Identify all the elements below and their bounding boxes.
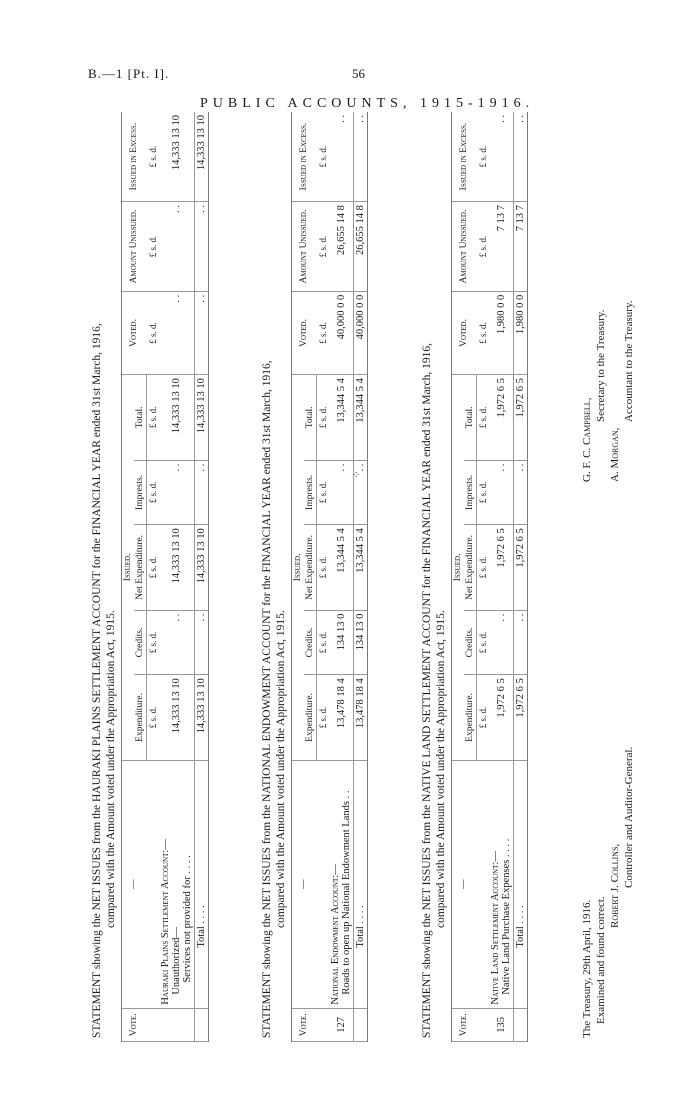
- units-cell: £ s. d.: [317, 525, 330, 610]
- imprests-value: . .: [489, 460, 514, 525]
- total-value: 14,333 13 10: [159, 375, 195, 460]
- issued-in-excess-total: 14,333 13 10: [195, 112, 209, 202]
- net-expenditure-total: 14,333 13 10: [195, 525, 209, 610]
- expenditure-value: 13,478 18 4: [329, 675, 354, 760]
- imprests-total: . .: [195, 460, 209, 525]
- total-total: 14,333 13 10: [195, 375, 209, 460]
- examined-note: Examined and found correct.: [595, 896, 607, 1024]
- issued-in-excess-value: 14,333 13 10: [159, 112, 195, 202]
- voted-total: . .: [195, 291, 209, 374]
- col-total: Total.: [134, 375, 147, 460]
- units-cell: £ s. d.: [317, 675, 330, 760]
- col-expenditure: Expenditure.: [134, 675, 147, 760]
- units-cell: £ s. d.: [317, 375, 330, 460]
- statement-table: [121, 112, 209, 1042]
- statement-native-land: [420, 112, 528, 1042]
- col-issued: Issued.: [452, 375, 465, 761]
- account-heading: Hauraki Plains Settlement Account:—: [160, 839, 171, 1005]
- description-line: Services not provided for . . . .: [182, 855, 193, 983]
- credits-value: . .: [159, 610, 195, 675]
- net-expenditure-total: 13,344 5 4: [354, 525, 368, 610]
- voted-value: 1,980 0 0: [489, 291, 514, 374]
- units-cell: £ s. d.: [147, 112, 160, 202]
- statement-table: [291, 112, 368, 1042]
- total-value: 13,344 5 4: [329, 375, 354, 460]
- statement-title: [90, 112, 118, 1038]
- voted-value: . .: [159, 291, 195, 374]
- auditor-title: Controller and Auditor-General.: [623, 746, 635, 888]
- secretary-title: Secretary to the Treasury.: [595, 309, 607, 422]
- total-total: 13,344 5 4: [354, 375, 368, 460]
- statement-subtitle: compared with the Amount voted under the Appropriation Act, 1915.: [275, 610, 287, 928]
- statement-title-text: STATEMENT showing the NET ISSUES from the HAURAKI PLAINS SETTLEMENT ACCOUNT for the FINANCIAL YEAR ended 31st March, 1916,: [91, 323, 103, 1038]
- amount-unissued-total: . .: [195, 202, 209, 292]
- units-cell: £ s. d.: [317, 202, 330, 292]
- col-issued-in-excess: Issued in Excess.: [452, 112, 477, 202]
- units-cell: £ s. d.: [147, 291, 160, 374]
- description-line: Roads to open up National Endowment Lands . .: [341, 790, 352, 995]
- amount-unissued-value: . .: [159, 202, 195, 292]
- units-cell: £ s. d.: [477, 291, 490, 374]
- col-issued: Issued.: [292, 375, 305, 761]
- statement-subtitle: compared with the Amount voted under the Appropriation Act, 1915.: [435, 610, 447, 928]
- units-cell: £ s. d.: [317, 610, 330, 675]
- secretary-name: G. F. C. Campbell,: [581, 397, 593, 482]
- voted-total: 40,000 0 0: [354, 291, 368, 374]
- col-voted: Voted.: [292, 291, 317, 374]
- footer-left: [580, 747, 636, 1038]
- account-heading: Native Land Settlement Account:—: [490, 851, 501, 1005]
- amount-unissued-total: 7 13 7: [514, 202, 528, 292]
- col-expenditure: Expenditure.: [464, 675, 477, 760]
- units-cell: £ s. d.: [477, 675, 490, 760]
- col-imprests: Imprests.: [134, 460, 147, 525]
- statement-national-endowment: [260, 112, 368, 1042]
- net-expenditure-total: 1,972 6 5: [514, 525, 528, 610]
- units-cell: £ s. d.: [477, 525, 490, 610]
- total-label: Total . . . .: [514, 760, 528, 1008]
- col-issued: Issued.: [122, 375, 135, 761]
- col-issued-in-excess: Issued in Excess.: [122, 112, 147, 202]
- col-net-expenditure: Net Expenditure.: [464, 525, 477, 610]
- col-credits: Credits.: [134, 610, 147, 675]
- total-label: Total . . . .: [354, 760, 368, 1008]
- units-row: [477, 112, 490, 1042]
- credits-value: 134 13 0: [329, 610, 354, 675]
- statement-subtitle: compared with the Amount voted under the Appropriation Act, 1915.: [105, 610, 117, 928]
- units-cell: £ s. d.: [477, 610, 490, 675]
- description-line: Native Land Purchase Expenses . . . .: [501, 838, 512, 995]
- total-row: [195, 112, 209, 1042]
- imprests-total: . .: [514, 460, 528, 525]
- units-cell: £ s. d.: [147, 460, 160, 525]
- col-expenditure: Expenditure.: [304, 675, 317, 760]
- credits-total: . .: [514, 610, 528, 675]
- units-row: [147, 112, 160, 1042]
- col-vote: Vote.: [292, 1008, 317, 1041]
- col-amount-unissued: Amount Unissued.: [452, 202, 477, 292]
- expenditure-value: 1,972 6 5: [489, 675, 514, 760]
- row-description: [159, 760, 195, 1008]
- issued-in-excess-total: . .: [354, 112, 368, 202]
- col-description: —: [292, 760, 317, 1008]
- imprests-value: . .: [159, 460, 195, 525]
- total-value: 1,972 6 5: [489, 375, 514, 460]
- net-expenditure-value: 13,344 5 4: [329, 525, 354, 610]
- vote-number: [159, 1008, 195, 1041]
- vote-number: 127: [329, 1008, 354, 1041]
- running-title: PUBLIC ACCOUNTS, 1915-1916.: [200, 96, 535, 111]
- col-total: Total.: [304, 375, 317, 460]
- units-cell: £ s. d.: [147, 525, 160, 610]
- col-voted: Voted.: [452, 291, 477, 374]
- col-vote: Vote.: [452, 1008, 477, 1041]
- amount-unissued-value: 26,655 14 8: [329, 202, 354, 292]
- imprests-value: . .: [329, 460, 354, 525]
- ink-mark: ⁘: [352, 470, 361, 481]
- statement-title: [420, 112, 448, 1038]
- units-cell: £ s. d.: [477, 112, 490, 202]
- expenditure-value: 14,333 13 10: [159, 675, 195, 760]
- page-reference: B.—1 [Pt. I].: [88, 66, 170, 81]
- col-issued-in-excess: Issued in Excess.: [292, 112, 317, 202]
- units-cell: £ s. d.: [147, 375, 160, 460]
- issued-in-excess-total: . .: [514, 112, 528, 202]
- account-heading: National Endowment Account:—: [330, 864, 341, 1005]
- col-net-expenditure: Net Expenditure.: [304, 525, 317, 610]
- col-amount-unissued: Amount Unissued.: [292, 202, 317, 292]
- total-total: 1,972 6 5: [514, 375, 528, 460]
- total-label: Total . . . .: [195, 760, 209, 1008]
- units-cell: £ s. d.: [477, 375, 490, 460]
- col-net-expenditure: Net Expenditure.: [134, 525, 147, 610]
- total-row: [354, 112, 368, 1042]
- vote-number: 135: [489, 1008, 514, 1041]
- units-cell: £ s. d.: [317, 112, 330, 202]
- units-row: [317, 112, 330, 1042]
- units-cell: £ s. d.: [317, 291, 330, 374]
- voted-total: 1,980 0 0: [514, 291, 528, 374]
- rotated-statements-page: [90, 112, 670, 1042]
- voted-value: 40,000 0 0: [329, 291, 354, 374]
- footer-right: [580, 301, 636, 483]
- units-cell: £ s. d.: [477, 460, 490, 525]
- page-number: 56: [352, 66, 365, 81]
- col-total: Total.: [464, 375, 477, 460]
- imprests-total: . .: [354, 460, 368, 525]
- col-amount-unissued: Amount Unissued.: [122, 202, 147, 292]
- credits-value: . .: [489, 610, 514, 675]
- issued-in-excess-value: . .: [489, 112, 514, 202]
- col-credits: Credits.: [304, 610, 317, 675]
- amount-unissued-total: 26,655 14 8: [354, 202, 368, 292]
- table-row: [489, 112, 514, 1042]
- statement-title-text: STATEMENT showing the NET ISSUES from the NATIONAL ENDOWMENT ACCOUNT for the FINANCIAL YEAR ended 31st March, 1916,: [261, 360, 273, 1038]
- expenditure-total: 14,333 13 10: [195, 675, 209, 760]
- description-line: Unauthorized—: [171, 927, 182, 995]
- issued-in-excess-value: . .: [329, 112, 354, 202]
- units-cell: £ s. d.: [147, 202, 160, 292]
- col-voted: Voted.: [122, 291, 147, 374]
- expenditure-total: 13,478 18 4: [354, 675, 368, 760]
- units-cell: £ s. d.: [317, 460, 330, 525]
- credits-total: . .: [195, 610, 209, 675]
- auditor-name: Robert J. Collins,: [609, 843, 621, 928]
- col-vote: Vote.: [122, 1008, 147, 1041]
- col-imprests: Imprests.: [464, 460, 477, 525]
- statement-title-text: STATEMENT showing the NET ISSUES from the NATIVE LAND SETTLEMENT ACCOUNT for the FINANCIAL YEAR ended 31st March, 1916,: [421, 343, 433, 1038]
- net-expenditure-value: 14,333 13 10: [159, 525, 195, 610]
- accountant-name: A. Morgan,: [609, 427, 621, 482]
- col-description: —: [122, 760, 147, 1008]
- credits-total: 134 13 0: [354, 610, 368, 675]
- statement-title: [260, 112, 288, 1038]
- col-imprests: Imprests.: [304, 460, 317, 525]
- amount-unissued-value: 7 13 7: [489, 202, 514, 292]
- accountant-title: Accountant to the Treasury.: [623, 300, 635, 422]
- units-cell: £ s. d.: [147, 675, 160, 760]
- statement-table: [451, 112, 528, 1042]
- row-description: [329, 760, 354, 1008]
- units-cell: £ s. d.: [477, 202, 490, 292]
- treasury-date: The Treasury, 29th April, 1916.: [581, 899, 593, 1038]
- col-description: —: [452, 760, 477, 1008]
- row-description: [489, 760, 514, 1008]
- units-cell: £ s. d.: [147, 610, 160, 675]
- table-row: [159, 112, 195, 1042]
- col-credits: Credits.: [464, 610, 477, 675]
- statement-hauraki: [90, 112, 209, 1042]
- table-row: [329, 112, 354, 1042]
- total-row: [514, 112, 528, 1042]
- net-expenditure-value: 1,972 6 5: [489, 525, 514, 610]
- expenditure-total: 1,972 6 5: [514, 675, 528, 760]
